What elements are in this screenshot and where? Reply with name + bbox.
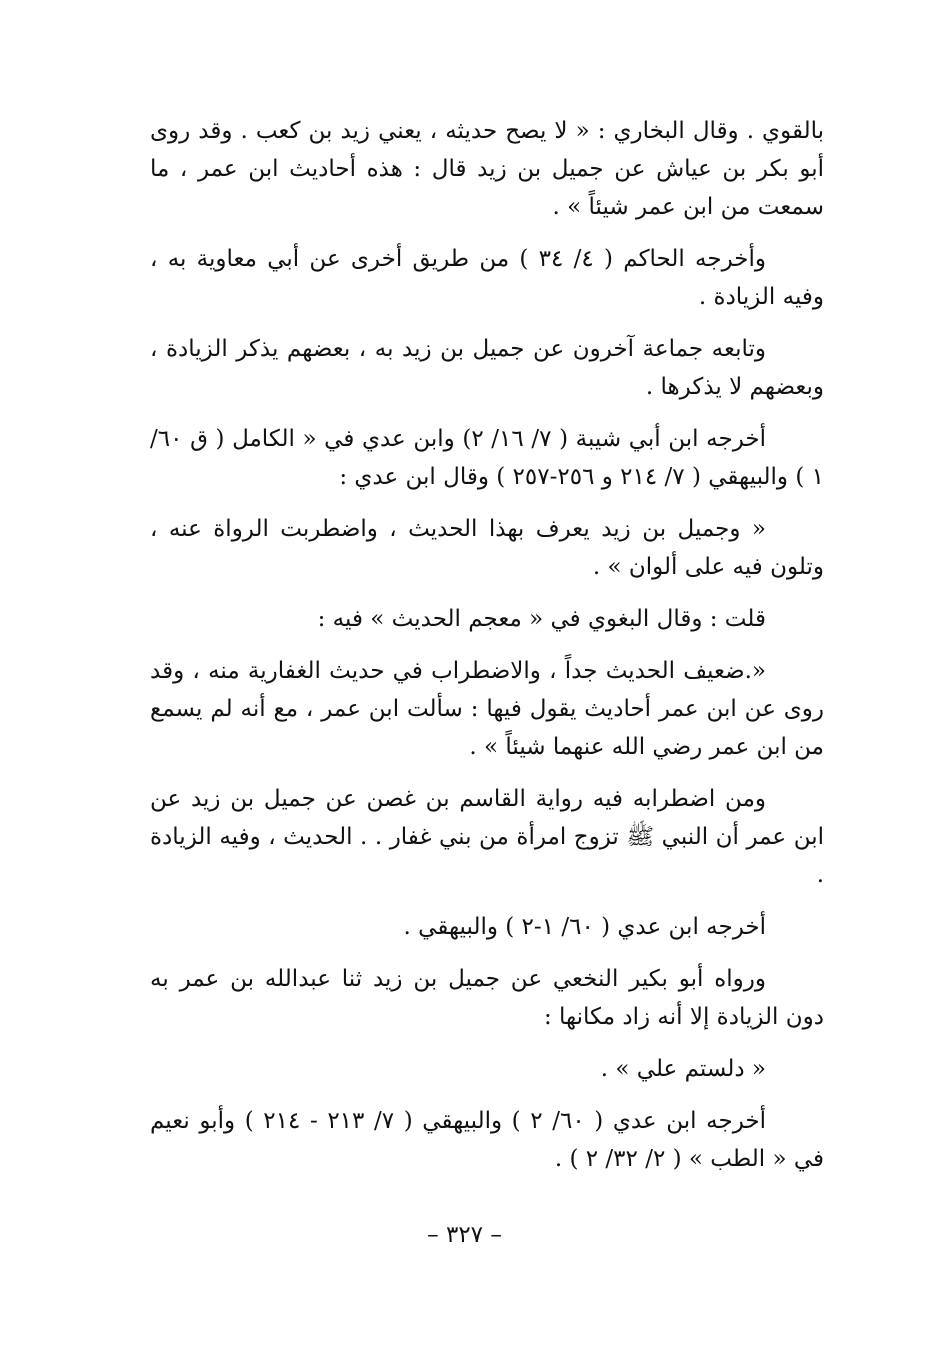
paragraph-4: أخرجه ابن أبي شيبة ( ٧/ ١٦/ ٢) وابن عدي في « الكامل ( ق ٦٠/ ١ ) والبيهقي ( ٧/ ٢١٤ و ٢٥٦-٢٥٧ ) وقال ابن عدي : <box>150 426 824 490</box>
paragraph-8: ومن اضطرابه فيه رواية القاسم بن غصن عن جميل بن زيد عن ابن عمر أن النبي ﷺ تزوج امرأة من بني غفار . . الحديث ، وفيه الزيادة . <box>150 786 824 888</box>
paragraph-10: ورواه أبو بكير النخعي عن جميل بن زيد ثنا عبدالله بن عمر به دون الزيادة إلا أنه زاد مكانها : <box>150 966 824 1030</box>
paragraph-3: وتابعه جماعة آخرون عن جميل بن زيد به ، بعضهم يذكر الزيادة ، وبعضهم لا يذكرها . <box>150 336 824 400</box>
paragraph-5: « وجميل بن زيد يعرف بهذا الحديث ، واضطربت الرواة عنه ، وتلون فيه على ألوان » . <box>150 516 824 580</box>
paragraph-7: «.ضعيف الحديث جداً ، والاضطراب في حديث الغفارية منه ، وقد روى عن ابن عمر أحاديث يقول فيها : سألت ابن عمر ، مع أنه لم يسمع من ابن عمر رضي الله عنهما شيئاً » . <box>150 658 824 760</box>
paragraph-2: وأخرجه الحاكم ( ٤/ ٣٤ ) من طريق أخرى عن أبي معاوية به ، وفيه الزيادة . <box>150 246 824 310</box>
paragraph-9: أخرجه ابن عدي ( ٦٠/ ١-٢ ) والبيهقي . <box>403 914 766 940</box>
page-body <box>150 112 824 1192</box>
paragraph-11: « دلستم علي » . <box>600 1056 766 1082</box>
page-number: – ٣٢٧ – <box>427 1222 502 1248</box>
paragraph-6: قلت : وقال البغوي في « معجم الحديث » فيه : <box>317 606 766 632</box>
paragraph-1: بالقوي . وقال البخاري : « لا يصح حديثه ، يعني زيد بن كعب . وقد روى أبو بكر بن عياش عن جميل بن زيد قال : هذه أحاديث ابن عمر ، ما سمعت من ابن عمر شيئاً » . <box>150 118 824 220</box>
paragraph-12: أخرجه ابن عدي ( ٦٠/ ٢ ) والبيهقي ( ٧/ ٢١٣ - ٢١٤ ) وأبو نعيم في « الطب » ( ٢/ ٣٢/ ٢ ) . <box>150 1108 824 1172</box>
